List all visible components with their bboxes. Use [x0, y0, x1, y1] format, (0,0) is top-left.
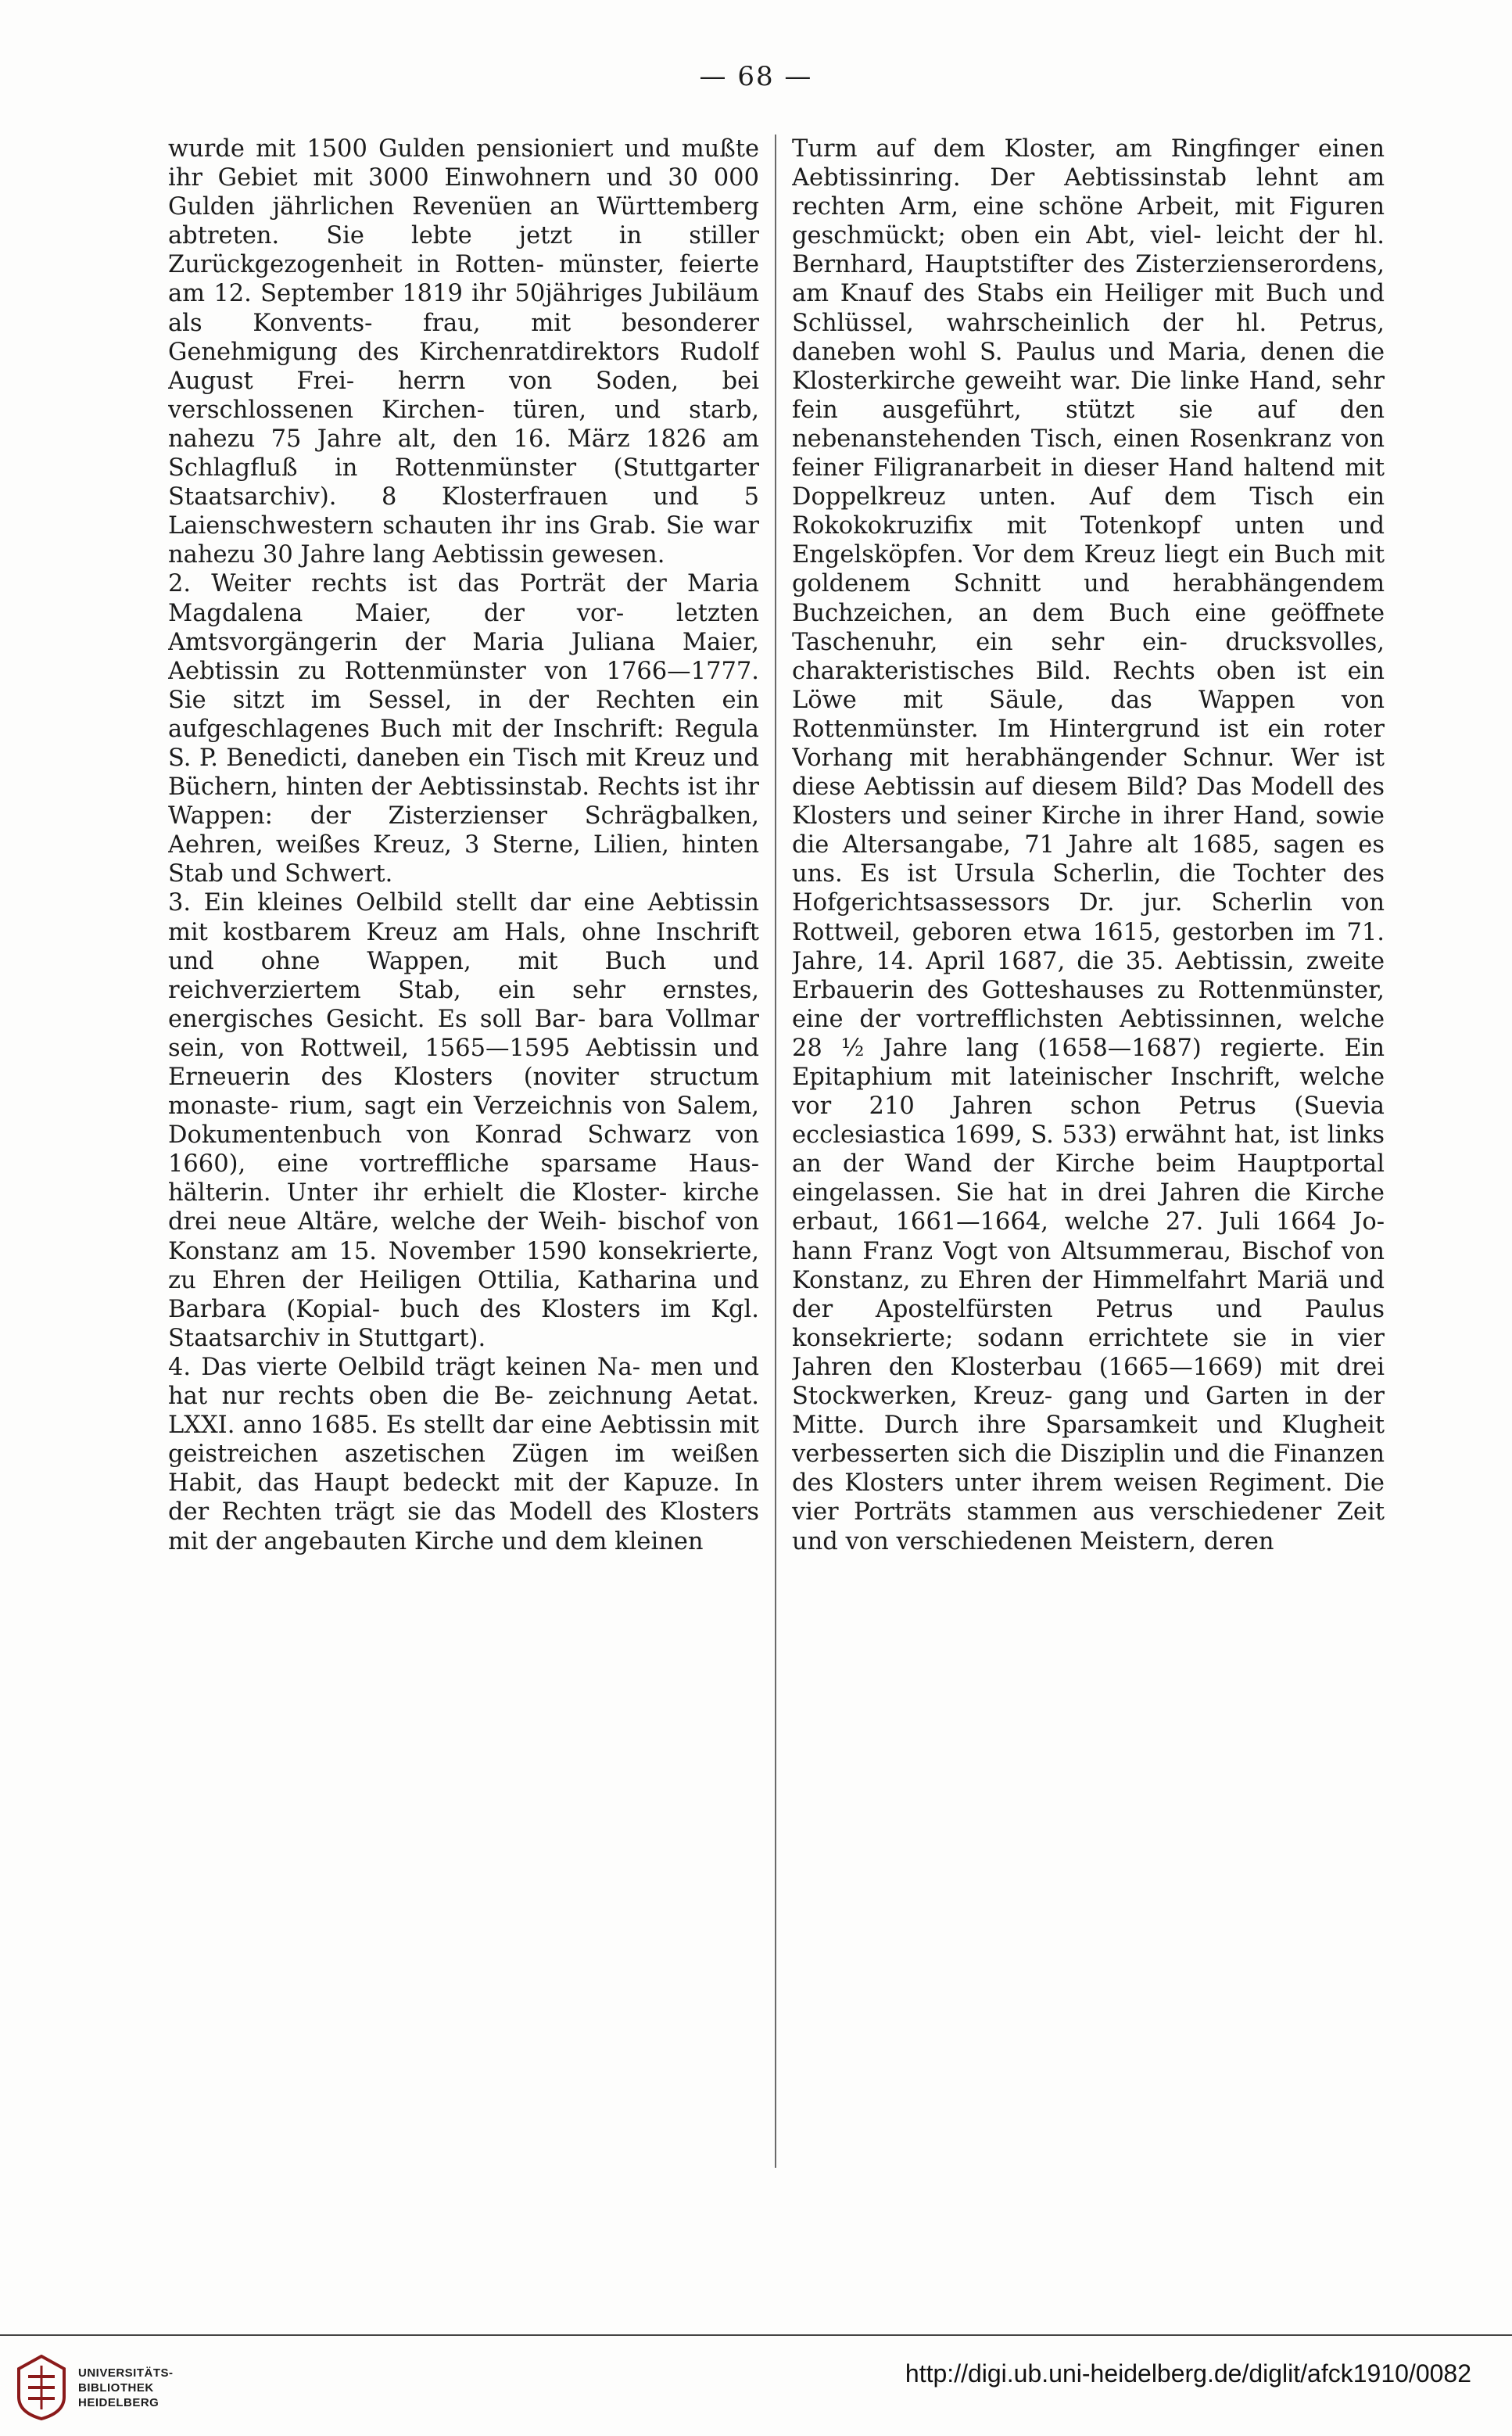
logo-line: BIBLIOTHEK — [78, 2380, 154, 2395]
page-number: — 68 — — [699, 61, 813, 92]
logo-line: HEIDELBERG — [78, 2395, 159, 2409]
university-seal-icon — [16, 2355, 67, 2420]
column-divider — [775, 135, 776, 2168]
library-logo[interactable] — [16, 2345, 203, 2431]
paragraph: 2. Weiter rechts ist das Porträt der Maria Magdalena Maier, der vor- letzten Amtsvorgängerin der Maria Juliana Maier, Aebtissin zu Rottenmünster von 1766—1777. Sie sitzt im Sessel, in der Rechten ein aufgeschlagenes Buch mit der Inschrift: Regula S. P. Benedicti, daneben ein Tisch mit Kreuz und Büchern, hinten der Aebtissinstab. Rechts ist ihr Wappen: der Zisterzienser Schrägbalken, Aehren, weißes Kreuz, 3 Sterne, Lilien, hinten Stab und Schwert. — [168, 570, 759, 888]
footer-divider — [0, 2334, 1512, 2336]
source-url-link[interactable]: http://digi.ub.uni-heidelberg.de/diglit/afck1910/0082 — [905, 2359, 1471, 2388]
logo-line: UNIVERSITÄTS- — [78, 2366, 174, 2380]
paragraph: wurde mit 1500 Gulden pensioniert und mußte ihr Gebiet mit 3000 Einwohnern und 30 000 Gulden jährlichen Revenüen an Württemberg abtreten. Sie lebte jetzt in stiller Zurückgezogenheit in Rotten- münster, feierte am 12. September 1819 ihr 50jähriges Jubiläum als Konvents- frau, mit besonderer Genehmigung des Kirchenratdirektors Rudolf August Frei- herrn von Soden, bei verschlossenen Kirchen- türen, und starb, nahezu 75 Jahre alt, den 16. März 1826 am Schlagfluß in Rottenmünster (Stuttgarter Staatsarchiv). 8 Klosterfrauen und 5 Laienschwestern schauten ihr ins Grab. Sie war nahezu 30 Jahre lang Aebtissin gewesen. — [168, 135, 759, 569]
right-column — [792, 135, 1385, 2176]
left-column — [168, 135, 759, 2176]
paragraph: 4. Das vierte Oelbild trägt keinen Na- men und hat nur rechts oben die Be- zeichnung Aetat. LXXI. anno 1685. Es stellt dar eine Aebtissin mit geistreichen aszetischen Zügen im weißen Habit, das Haupt bedeckt mit der Kapuze. In der Rechten trägt sie das Modell des Klosters mit der angebauten Kirche und dem kleinen — [168, 1353, 759, 1555]
paragraph: 3. Ein kleines Oelbild stellt dar eine Aebtissin mit kostbarem Kreuz am Hals, ohne Inschrift und ohne Wappen, mit Buch und reichverziertem Stab, ein sehr ernstes, energisches Gesicht. Es soll Bar- bara Vollmar sein, von Rottweil, 1565—1595 Aebtissin und Erneuerin des Klosters (noviter structum monaste- rium, sagt ein Verzeichnis von Salem, Dokumentenbuch von Konrad Schwarz von 1660), eine vortreffliche sparsame Haus- hälterin. Unter ihr erhielt die Kloster- kirche drei neue Altäre, welche der Weih- bischof von Konstanz am 15. November 1590 konsekrierte, zu Ehren der Heiligen Ottilia, Katharina und Barbara (Kopial- buch des Klosters im Kgl. Staatsarchiv in Stuttgart). — [168, 889, 759, 1352]
paragraph: Turm auf dem Kloster, am Ringfinger einen Aebtissinring. Der Aebtissinstab lehnt am rechten Arm, eine schöne Arbeit, mit Figuren geschmückt; oben ein Abt, viel- leicht der hl. Bernhard, Hauptstifter des Zisterzienserordens, am Knauf des Stabs ein Heiliger mit Buch und Schlüssel, wahrscheinlich der hl. Petrus, daneben wohl S. Paulus und Maria, denen die Klosterkirche geweiht war. Die linke Hand, sehr fein ausgeführt, stützt sie auf den nebenanstehenden Tisch, einen Rosenkranz von feiner Filigranarbeit in dieser Hand haltend mit Doppelkreuz unten. Auf dem Tisch ein Rokokokruzifix mit Totenkopf unten und Engelsköpfen. Vor dem Kreuz liegt ein Buch mit goldenem Schnitt und herabhängendem Buchzeichen, an dem Buch eine geöffnete Taschenuhr, ein sehr ein- drucksvolles, charakteristisches Bild. Rechts oben ist ein Löwe mit Säule, das Wappen von Rottenmünster. Im Hintergrund ist ein roter Vorhang mit herabhängender Schnur. Wer ist diese Aebtissin auf diesem Bild? Das Modell des Klosters und seiner Kirche in ihrer Hand, sowie die Altersangabe, 71 Jahre alt 1685, sagen es uns. Es ist Ursula Scherlin, die Tochter des Hofgerichtsassessors Dr. jur. Scherlin von Rottweil, geboren etwa 1615, gestorben im 71. Jahre, 14. April 1687, die 35. Aebtissin, zweite Erbauerin des Gotteshauses zu Rottenmünster, eine der vortrefflichsten Aebtissinnen, welche 28 ½ Jahre lang (1658—1687) regierte. Ein Epitaphium mit lateinischer Inschrift, welche vor 210 Jahren schon Petrus (Suevia ecclesiastica 1699, S. 533) erwähnt hat, ist links an der Wand der Kirche beim Hauptportal eingelassen. Sie hat in drei Jahren die Kirche erbaut, 1661—1664, welche 27. Juli 1664 Jo- hann Franz Vogt von Altsummerau, Bischof von Konstanz, zu Ehren der Himmelfahrt Mariä und der Apostelfürsten Petrus und Paulus konsekrierte; sodann errichtete sie in vier Jahren den Klosterbau (1665—1669) mit drei Stockwerken, Kreuz- gang und Garten in der Mitte. Durch ihre Sparsamkeit und Klugheit verbesserten sich die Disziplin und die Finanzen des Klosters unter ihrem weisen Regiment. Die vier Porträts stammen aus verschiedener Zeit und von verschiedenen Meistern, deren — [792, 135, 1385, 1555]
